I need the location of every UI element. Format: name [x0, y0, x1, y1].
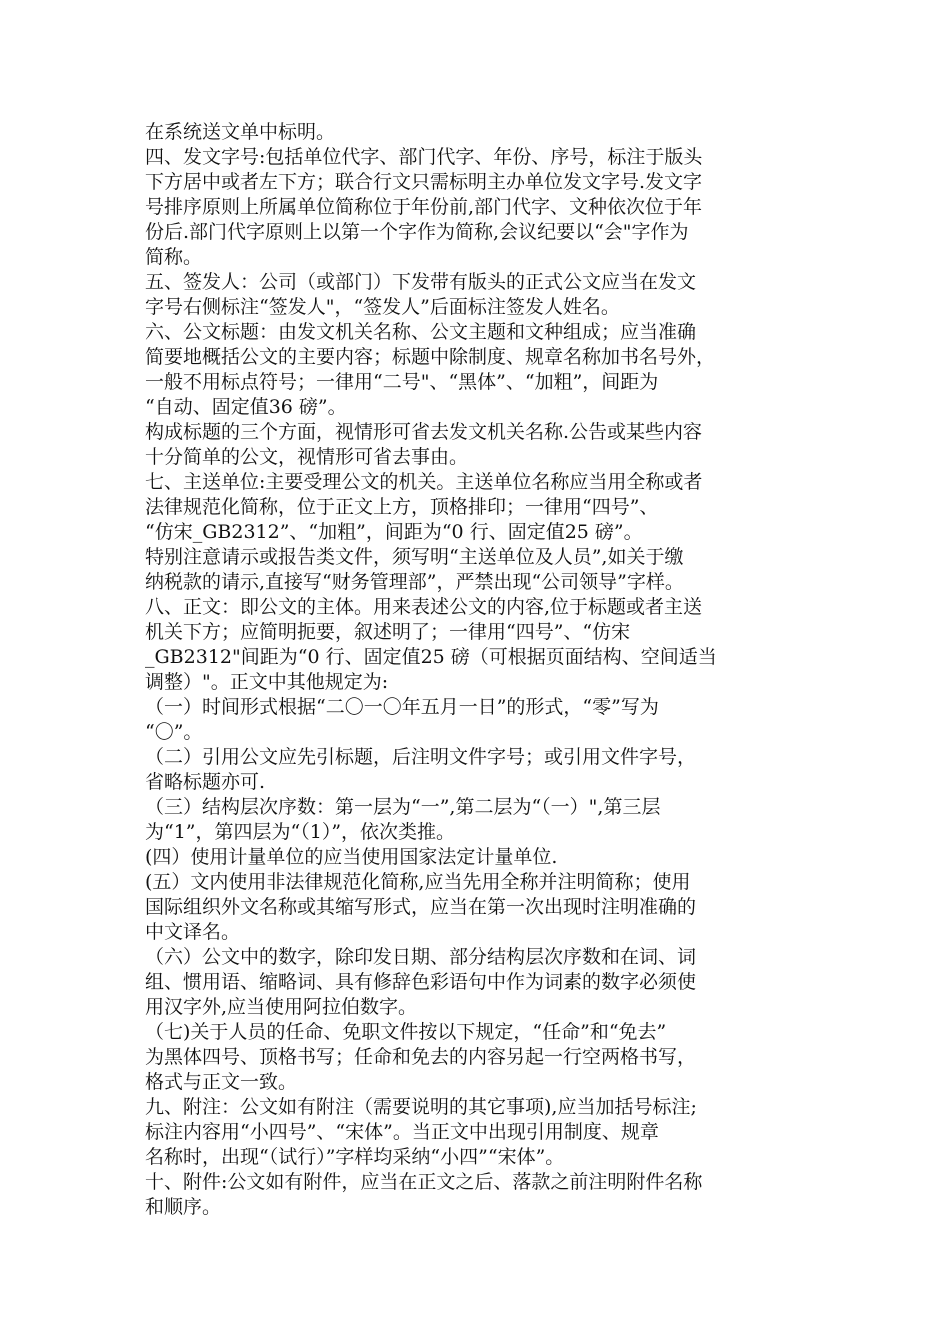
text-line: 中文译名。	[145, 921, 241, 943]
text-line: 用汉字外,应当使用阿拉伯数字。	[145, 996, 418, 1018]
text-line: 省略标题亦可.	[145, 771, 266, 793]
text-line: （二）引用公文应先引标题，后注明文件字号；或引用文件字号，	[145, 746, 697, 768]
text-line: 标注内容用“小四号”、“宋体”。当正文中出现引用制度、规章	[145, 1121, 659, 1143]
text-line: 九、附注：公文如有附注（需要说明的其它事项),应当加括号标注;	[145, 1096, 697, 1118]
text-line: (四）使用计量单位的应当使用国家法定计量单位.	[145, 846, 558, 868]
text-line: 为“1”，第四层为“（1）”，依次类推。	[145, 821, 456, 843]
text-line: 号排序原则上所属单位简称位于年份前,部门代字、文种依次位于年	[145, 196, 703, 218]
text-line: 构成标题的三个方面，视情形可省去发文机关名称.公告或某些内容	[145, 421, 703, 443]
text-line: （七)关于人员的任命、免职文件按以下规定，“任命”和“免去”	[145, 1021, 667, 1043]
text-line: 格式与正文一致。	[145, 1071, 298, 1093]
document-body	[145, 120, 815, 1220]
text-line: （六）公文中的数字，除印发日期、部分结构层次序数和在词、词	[145, 946, 697, 968]
text-line: 简要地概括公文的主要内容；标题中除制度、规章名称加书名号外，	[145, 346, 716, 368]
text-line: 十分简单的公文，视情形可省去事由。	[145, 446, 469, 468]
text-line: 下方居中或者左下方；联合行文只需标明主办单位发文字号.发文字	[145, 171, 703, 193]
text-line: （一）时间形式根据“二〇一〇年五月一日”的形式，“零”写为	[145, 696, 659, 718]
text-line: “〇”。	[145, 721, 203, 743]
text-line: 名称时，出现“（试行）”字样均采纳“小四”“宋体”。	[145, 1146, 565, 1168]
text-line: (五）文内使用非法律规范化简称,应当先用全称并注明简称；使用	[145, 871, 691, 893]
text-line: 十、附件:公文如有附件，应当在正文之后、落款之前注明附件名称	[145, 1171, 703, 1193]
text-line: 字号右侧标注“签发人"，“签发人”后面标注签发人姓名。	[145, 296, 620, 318]
text-line: 四、发文字号:包括单位代字、部门代字、年份、序号，标注于版头	[145, 146, 703, 168]
text-line: _GB2312"间距为“0 行、固定值25 磅（可根据页面结构、空间适当	[145, 646, 717, 668]
text-line: 组、惯用语、缩略词、具有修辞色彩语句中作为词素的数字必须使	[145, 971, 697, 993]
text-line: 一般不用标点符号；一律用“二号"、“黑体”、“加粗”，间距为	[145, 371, 659, 393]
text-line: 份后.部门代字原则上以第一个字作为简称,会议纪要以“会"字作为	[145, 221, 689, 243]
text-line: 法律规范化简称，位于正文上方，顶格排印；一律用“四号”、	[145, 496, 659, 518]
text-line: 机关下方；应简明扼要，叙述明了；一律用“四号”、“仿宋	[145, 621, 631, 643]
text-line: 为黑体四号、顶格书写；任命和免去的内容另起一行空两格书写，	[145, 1046, 697, 1068]
text-line: 五、签发人：公司（或部门）下发带有版头的正式公文应当在发文	[145, 271, 697, 293]
text-line: 纳税款的请示,直接写“财务管理部”，严禁出现“公司领导”字样。	[145, 571, 684, 593]
text-line: 调整）"。正文中其他规定为:	[145, 671, 389, 693]
text-line: （三）结构层次序数：第一层为“一”,第二层为“（一）",第三层	[145, 796, 661, 818]
text-line: 简称。	[145, 246, 203, 268]
text-line: “自动、固定值36 磅”。	[145, 396, 347, 418]
text-line: 在系统送文单中标明。	[145, 121, 336, 143]
text-line: 和顺序。	[145, 1196, 222, 1218]
text-line: “仿宋_GB2312”、“加粗”，间距为“0 行、固定值25 磅”。	[145, 521, 643, 543]
text-line: 特别注意请示或报告类文件，须写明“主送单位及人员”,如关于缴	[145, 546, 684, 568]
text-line: 国际组织外文名称或其缩写形式，应当在第一次出现时注明准确的	[145, 896, 697, 918]
text-line: 六、公文标题：由发文机关名称、公文主题和文种组成；应当准确	[145, 321, 697, 343]
text-line: 七、主送单位:主要受理公文的机关。主送单位名称应当用全称或者	[145, 471, 703, 493]
text-line: 八、正文：即公文的主体。用来表述公文的内容,位于标题或者主送	[145, 596, 703, 618]
